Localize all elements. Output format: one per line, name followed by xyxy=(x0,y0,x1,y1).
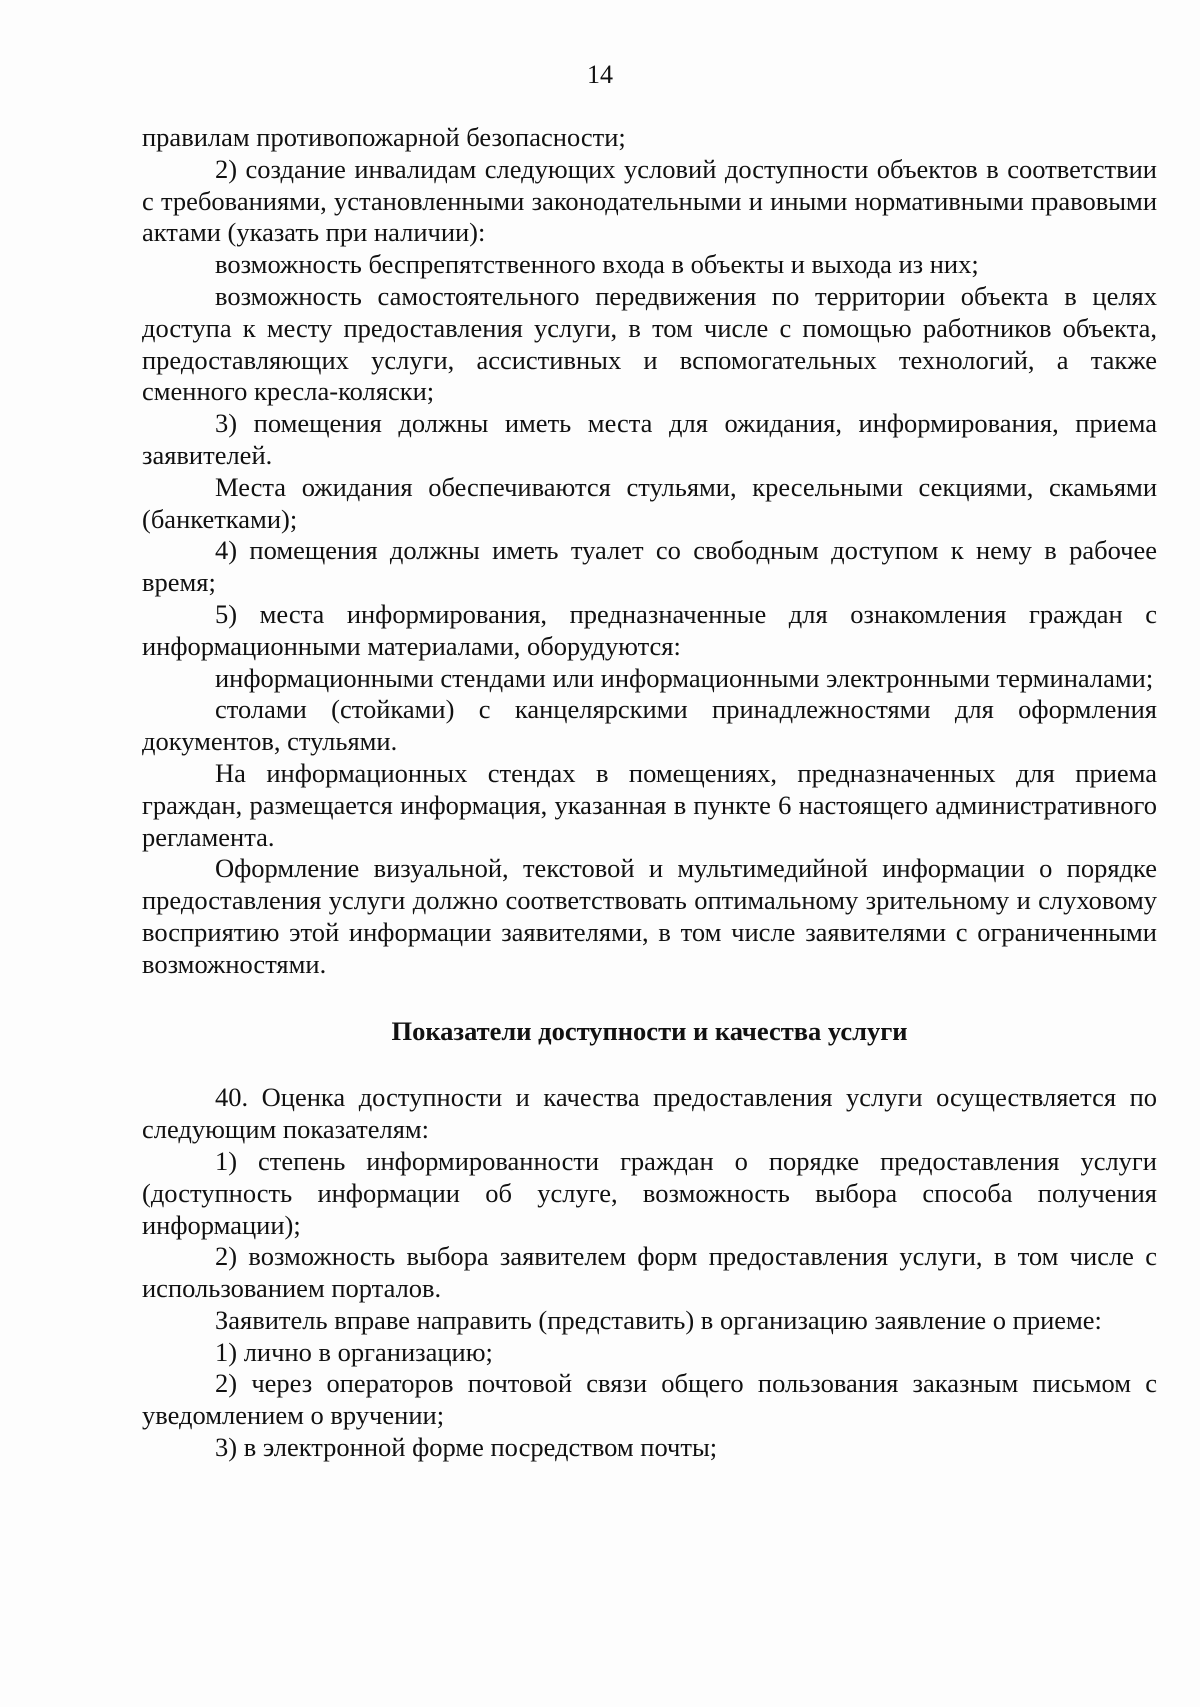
section-after-heading xyxy=(142,1082,1157,1464)
paragraph: 4) помещения должны иметь туалет со свободным доступом к нему в рабочее время; xyxy=(142,535,1157,598)
section-heading: Показатели доступности и качества услуги xyxy=(391,1015,908,1046)
paragraph: столами (стойками) с канцелярскими принадлежностями для оформления документов, стульями. xyxy=(142,694,1157,757)
paragraph: Места ожидания обеспечиваются стульями, кресельными секциями, скамьями (банкетками); xyxy=(142,471,1157,534)
paragraph: 1) степень информированности граждан о порядке предоставления услуги (доступность информации об услуге, возможность выбора способа получения информации); xyxy=(142,1145,1157,1240)
paragraph: 3) помещения должны иметь места для ожидания, информирования, приема заявителей. xyxy=(142,408,1157,470)
paragraph: информационными стендами или информационными электронными терминалами; xyxy=(215,662,1154,693)
paragraph: 1) лично в организацию; xyxy=(215,1336,493,1367)
paragraph: 2) через операторов почтовой связи общего пользования заказным письмом с уведомлением о вручении; xyxy=(142,1368,1157,1431)
paragraph: 2) возможность выбора заявителем форм предоставления услуги, в том числе с использованием порталов. xyxy=(142,1241,1157,1304)
paragraph: Оформление визуальной, текстовой и мультимедийной информации о порядке предоставления услуги должно соответствовать оптимальному зрительному и слуховому восприятию этой информации заявителями, в том числе заявителями с ограниченными возможностями. xyxy=(142,853,1157,979)
paragraph: правилам противопожарной безопасности; xyxy=(142,122,626,152)
paragraph: На информационных стендах в помещениях, предназначенных для приема граждан, размещается информация, указанная в пункте 6 настоящего административного регламента. xyxy=(142,757,1157,852)
paragraph: возможность беспрепятственного входа в объекты и выхода из них; xyxy=(215,249,979,280)
paragraph: 3) в электронной форме посредством почты; xyxy=(215,1432,718,1463)
paragraph: 2) создание инвалидам следующих условий доступности объектов в соответствии с требованиями, установленными законодательными и иными нормативными правовыми актами (указать при наличии): xyxy=(142,153,1157,248)
page-number: 14 xyxy=(587,60,613,89)
paragraph: 5) места информирования, предназначенные для ознакомления граждан с информационными материалами, оборудуются: xyxy=(142,598,1157,661)
paragraph: возможность самостоятельного передвижения по территории объекта в целях доступа к месту предоставления услуги, в том числе с помощью работников объекта, предоставляющих услуги, ассистивных и вспомогательных технологий, а также сменного кресла-коляски; xyxy=(142,280,1157,407)
paragraph: Заявитель вправе направить (представить) в организацию заявление о приеме: xyxy=(215,1304,1102,1335)
paragraph: 40. Оценка доступности и качества предоставления услуги осуществляется по следующим показателям: xyxy=(142,1082,1157,1145)
section-before-heading xyxy=(142,122,1157,981)
document-body xyxy=(142,122,1157,1464)
